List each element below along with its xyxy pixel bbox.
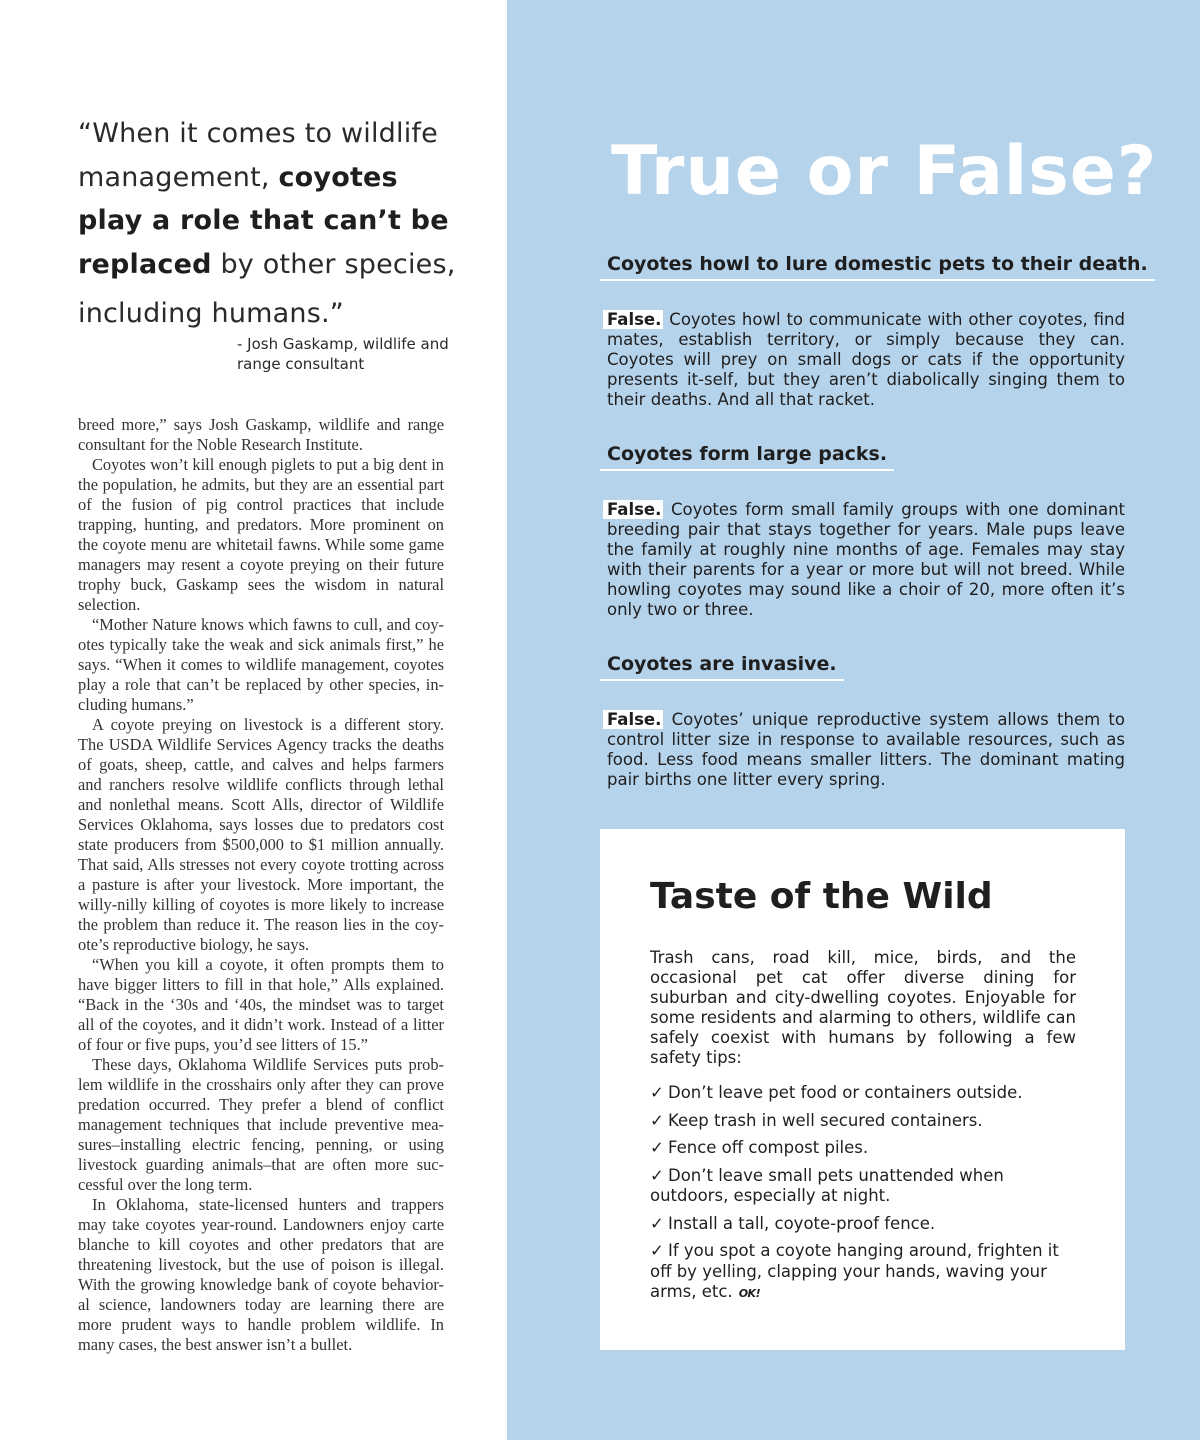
- false-label: False.: [603, 310, 663, 329]
- checkmark-icon: ✓: [650, 1083, 664, 1102]
- article-paragraph: These days, Oklahoma Wildlife Services puts prob-lem wildlife in the crosshairs only after they can prove predation occurred. They prefer a blend of conflict management techniques that include preventive mea-sures–installing electric fencing, penning, or using livestock guarding animals–that are often more suc-cessful over the long term.: [78, 1055, 444, 1194]
- checkmark-icon: ✓: [650, 1110, 664, 1130]
- safety-tip: [650, 1214, 1078, 1235]
- safety-tip-text: Don’t leave small pets unattended when outdoors, especially at night.: [650, 1165, 1004, 1205]
- safety-tips-list: [650, 1083, 1078, 1312]
- answer-text: Coyotes’ unique reproductive system allows them to control litter size in response to available resources, such as food. Less food means smaller litters. The dominant mating pair births one litter every spring.: [607, 710, 1125, 789]
- safety-tip: [650, 1138, 1078, 1159]
- sidebar-title: Taste of the Wild: [650, 876, 993, 917]
- pull-quote-last-line: including humans.”: [78, 298, 344, 329]
- safety-tip: [650, 1166, 1078, 1207]
- myth-question-2: Coyotes form large packs.: [600, 442, 894, 471]
- safety-tip-text: Fence off compost piles.: [668, 1138, 869, 1157]
- article-paragraph: A coyote preying on livestock is a different story. The USDA Wildlife Services Agency tracks the deaths of goats, sheep, cattle, and calves and helps farmers and ranchers resolve wildlife conflicts through lethal and nonlethal means. Scott Alls, director of Wildlife Services Oklahoma, says losses due to predators cost state producers from $500,000 to $1 million annually. That said, Alls stresses not every coyote trotting across a pasture is after your livestock. More important, the willy-nilly killing of coyotes is more likely to increase the problem than reduce it. The reason lies in the coy-ote’s reproductive biology, he says.: [78, 715, 444, 954]
- sidebar-intro: Trash cans, road kill, mice, birds, and the occasional pet cat offer diverse dining for suburban and city-dwelling coyotes. Enjoyable for some residents and alarming to others, wildlife can safely coexist with humans by following a few safety tips:: [650, 948, 1076, 1067]
- safety-tip-text: Keep trash in well secured containers.: [668, 1110, 983, 1130]
- ok-end-mark: OK!: [738, 1287, 761, 1300]
- article-paragraph: breed more,” says Josh Gaskamp, wildlife and range consultant for the Noble Research Institute.: [78, 415, 444, 454]
- safety-tip: [650, 1241, 1078, 1305]
- checkmark-icon: ✓: [650, 1241, 664, 1260]
- quote-attribution: - Josh Gaskamp, wildlife and range consultant: [237, 335, 449, 373]
- article-paragraph: Coyotes won’t kill enough piglets to put a big dent in the population, he admits, but they are an essential part of the fusion of pig control practices that include trapping, hunting, and predators. More prominent on the coyote menu are whitetail fawns. While some game managers may resent a coyote preying on their future trophy buck, Gaskamp sees the wisdom in natural selection.: [78, 455, 444, 614]
- safety-tip: [650, 1083, 1078, 1104]
- pull-quote: [78, 112, 458, 336]
- myth-answer-2: [607, 500, 1125, 620]
- myth-question-3: Coyotes are invasive.: [600, 652, 844, 681]
- safety-tip-text: Don’t leave pet food or containers outside.: [668, 1083, 1023, 1102]
- pull-quote-text-end: by other species,: [211, 248, 456, 280]
- safety-tip-text: If you spot a coyote hanging around, frighten it off by yelling, clapping your hands, waving your arms, etc.: [650, 1241, 1059, 1301]
- pull-quote-text: “When it comes to wildlife management,: [78, 118, 438, 193]
- article-paragraph: “Mother Nature knows which fawns to cull, and coy-otes typically take the weak and sick animals first,” he says. “When it comes to wildlife management, coyotes play a role that can’t be replaced by other species, in-cluding humans.”: [78, 615, 444, 714]
- article-paragraph: In Oklahoma, state-licensed hunters and trappers may take coyotes year-round. Landowners enjoy carte blanche to kill coyotes and other predators that are threatening livestock, but the use of poison is illegal. With the growing knowledge bank of coyote behavior-al science, landowners today are learning there are more prudent ways to handle problem wildlife. In many cases, the best answer isn’t a bullet.: [78, 1195, 444, 1354]
- safety-tip: [650, 1111, 1078, 1132]
- checkmark-icon: ✓: [650, 1165, 664, 1185]
- true-false-title: True or False?: [611, 132, 1158, 211]
- answer-text: Coyotes form small family groups with one dominant breeding pair that stays together for years. Male pups leave the family at roughly nine months of age. Females may stay with their parents for a year or more but will not breed. While howling coyotes may sound like a choir of 20, more often it’s only two or three.: [607, 500, 1125, 619]
- left-column: [0, 0, 507, 1440]
- article-body: [78, 415, 444, 1355]
- pull-quote-emphasis: coyotes play a role that can’t be replaced: [78, 161, 449, 280]
- taste-of-the-wild-box: [600, 829, 1125, 1350]
- myth-answer-1: [607, 310, 1125, 410]
- false-label: False.: [603, 710, 663, 729]
- false-label: False.: [603, 500, 663, 519]
- checkmark-icon: ✓: [650, 1138, 664, 1157]
- myth-answer-3: [607, 710, 1125, 790]
- safety-tip-text: Install a tall, coyote-proof fence.: [668, 1213, 936, 1233]
- answer-text: Coyotes howl to communicate with other coyotes, find mates, establish territory, or simply because they can. Coyotes will prey on small dogs or cats if the opportunity presents it-self, but they aren’t diabolically singing them to their deaths. And all that racket.: [607, 310, 1125, 409]
- article-paragraph: “When you kill a coyote, it often prompts them to have bigger litters to fill in that hole,” Alls explained. “Back in the ‘30s and ‘40s, the mindset was to target all of the coyotes, and it didn’t work. Instead of a litter of four or five pups, you’d see litters of 15.”: [78, 955, 444, 1054]
- checkmark-icon: ✓: [650, 1213, 664, 1233]
- myth-question-1: Coyotes howl to lure domestic pets to their death.: [600, 252, 1155, 281]
